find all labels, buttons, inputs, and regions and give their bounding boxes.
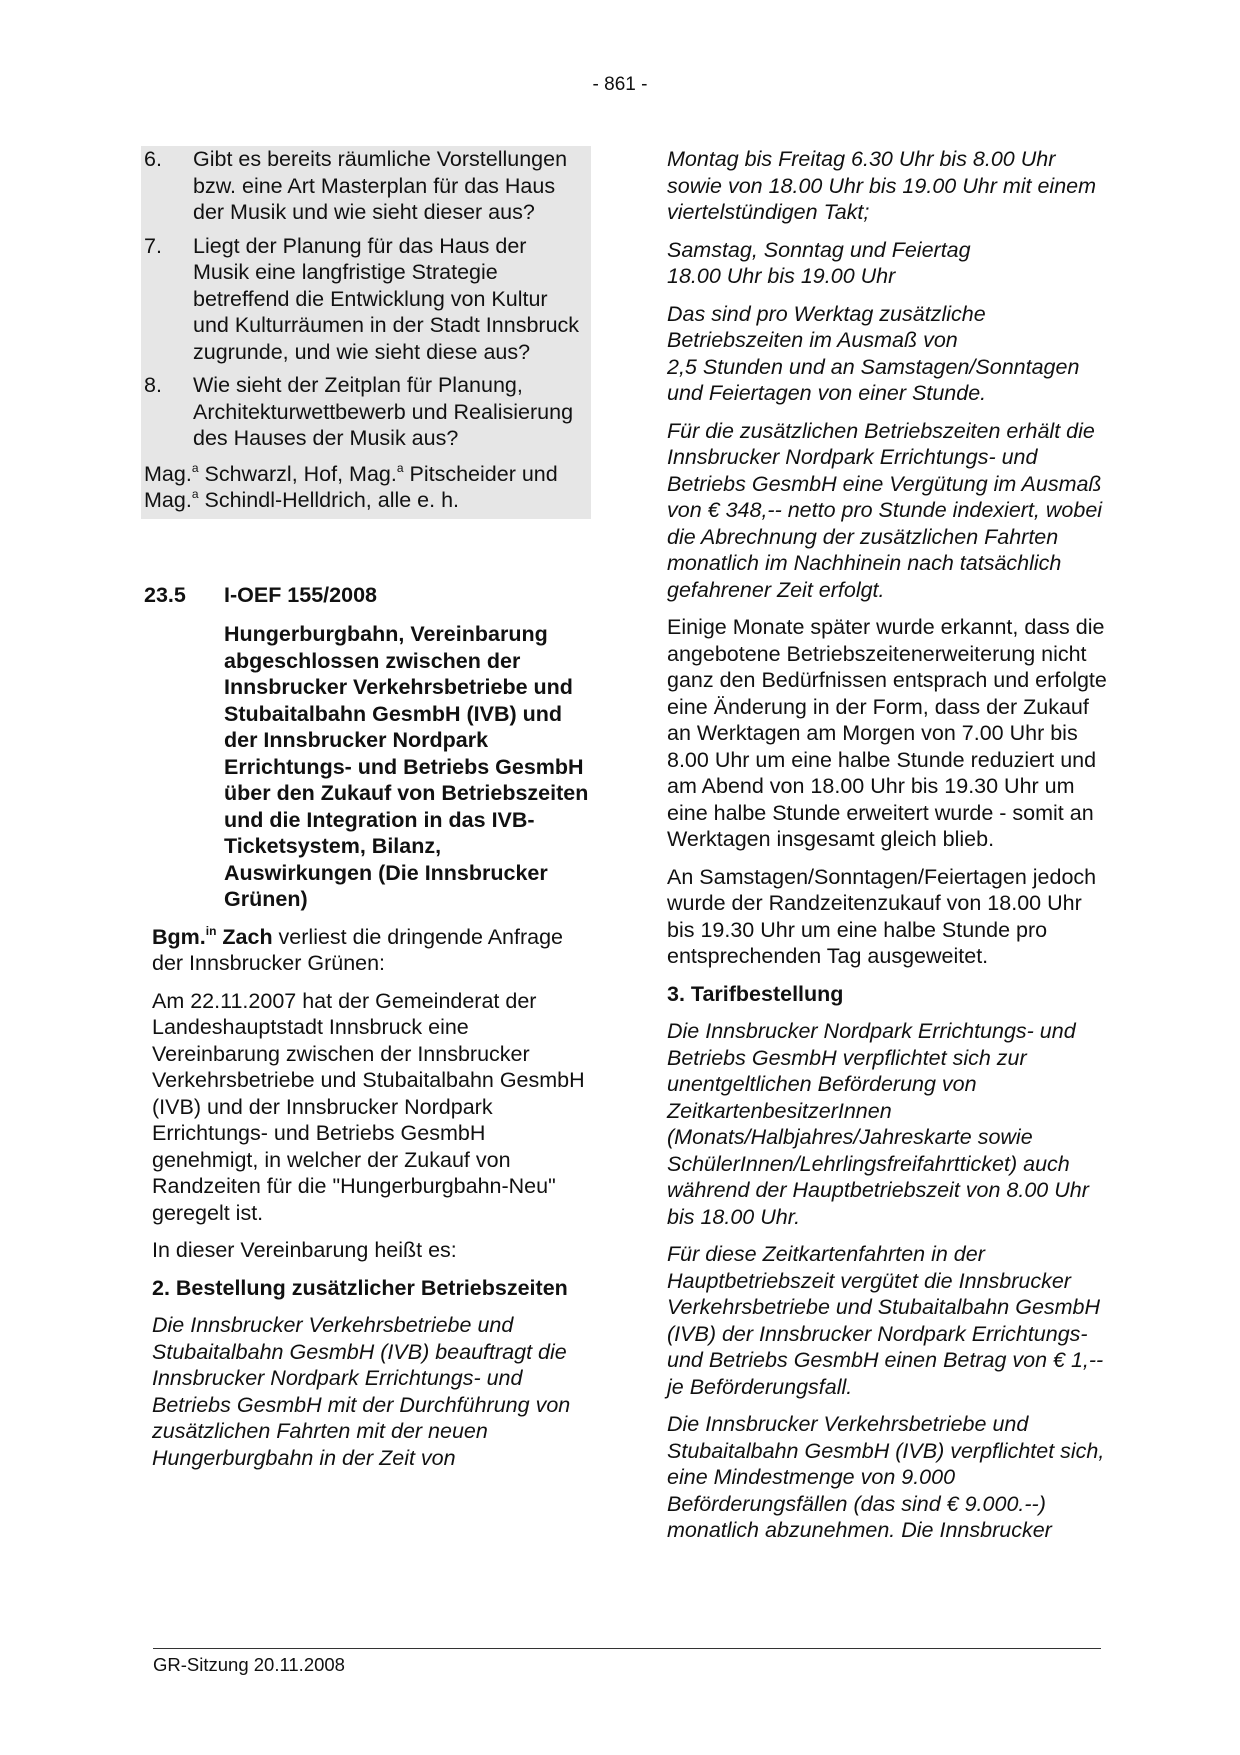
footer-divider [153,1648,1101,1649]
left-body [152,924,592,1472]
question-number: 6. [144,147,162,171]
left-column [144,146,592,1482]
body-paragraph: Einige Monate später wurde erkannt, dass die angebotene Betriebszeitenerweiterung nicht ganz den Bedürfnissen entsprach und erfolgte eine Änderung in der Form, dass der Zukauf an Werktagen am Morgen von 7.00 Uhr bis 8.00 Uhr um eine halbe Stunde reduziert und am Abend von 18.00 Uhr bis 19.30 Uhr um eine halbe Stunde erweitert wurde - somit an Werktagen insgesamt gleich blieb. [667,615,1107,851]
quoted-paragraph: Die Innsbrucker Nordpark Errichtungs- und Betriebs GesmbH verpflichtet sich zur unentgeltlichen Beförderung von ZeitkartenbesitzerInnen (Monats/Halbjahres/Jahreskarte sowie SchülerInnen/Lehrlingsfreifahrtticket) auch während der Hauptbetriebszeit von 8.00 Uhr bis 18.00 Uhr. [667,1019,1089,1229]
agenda-code: I-OEF 155/2008 [224,582,377,607]
question-text: Wie sieht der Zeitplan für Planung, Architekturwettbewerb und Realisierung des Hauses der Musik aus? [193,373,574,450]
quoted-paragraph: Die Innsbrucker Verkehrsbetriebe und Stubaitalbahn GesmbH (IVB) beauftragt die Innsbrucker Nordpark Errichtungs- und Betriebs GesmbH mit der Durchführung von zusätzlichen Fahrten mit der neuen Hungerburgbahn in der Zeit von [152,1313,571,1470]
signers: Mag.$^a$ Schwarzl, Hof, Mag.$^a$ Pitscheider und Mag.$^a$ Schindl-Helldrich, alle e. h. [144,460,558,512]
question-text: Liegt der Planung für das Haus der Musik eine langfristige Strategie betreffend die Entwicklung von Kultur und Kulturräumen in der Stadt Innsbruck zugrunde, und wie sieht diese aus? [193,233,580,364]
question-number: 7. [144,233,162,258]
right-column [667,146,1113,1555]
question-number: 8. [144,373,162,397]
quoted-paragraph: Die Innsbrucker Verkehrsbetriebe und Stubaitalbahn GesmbH (IVB) verpflichtet sich, eine Mindestmenge von 9.000 Beförderungsfällen (das sind € 9.000.--) monatlich abzunehmen. Die Innsbrucker [667,1412,1105,1542]
questions-box [141,146,591,519]
quoted-paragraph: Samstag, Sonntag und Feiertag 18.00 Uhr bis 19.00 Uhr [667,237,971,288]
body-paragraph: Am 22.11.2007 hat der Gemeinderat der Landeshauptstadt Innsbruck eine Vereinbarung zwischen der Innsbrucker Verkehrsbetriebe und Stubaitalbahn GesmbH (IVB) und der Innsbrucker Nordpark Errichtungs- und Betriebs GesmbH genehmigt, in welcher der Zukauf von Randzeiten für die "Hungerburgbahn-Neu" geregelt ist. [152,988,585,1225]
section-heading: 2. Bestellung zusätzlicher Betriebszeiten [152,1275,568,1300]
page-number: - 861 - [592,74,648,95]
body-paragraph: An Samstagen/Sonntagen/Feiertagen jedoch wurde der Randzeitenzukauf von 18.00 Uhr bis 19.30 Uhr um eine halbe Stunde pro entsprechenden Tag ausgeweitet. [667,864,1097,968]
body-paragraph: In dieser Vereinbarung heißt es: [152,1238,457,1262]
question-item [144,233,585,366]
quoted-paragraph: Für die zusätzlichen Betriebszeiten erhält die Innsbrucker Nordpark Errichtungs- und Betriebs GesmbH eine Vergütung im Ausmaß von € 348,-- netto pro Stunde indexiert, wobei die Abrechnung der zusätzlichen Fahrten monatlich im Nachhinein nach tatsächlich gefahrener Zeit erfolgt. [667,418,1103,602]
question-text: Gibt es bereits räumliche Vorstellungen bzw. eine Art Masterplan für das Haus der Musik und wie sieht dieser aus? [193,147,568,224]
question-item [144,372,585,452]
agenda-item-header [144,582,592,609]
speaker-paragraph: Bgm.$^{in}$ Zach verliest die dringende Anfrage der Innsbrucker Grünen: [152,923,564,975]
agenda-title: Hungerburgbahn, Vereinbarung abgeschlossen zwischen der Innsbrucker Verkehrsbetriebe und Stubaitalbahn GesmbH (IVB) und der Innsbrucker Nordpark Errichtungs- und Betriebs GesmbH über den Zukauf von Betriebszeiten und die Integration in das IVB-Ticketsystem, Bilanz, Auswirkungen (Die Innsbrucker Grünen) [224,622,589,911]
quoted-paragraph: Montag bis Freitag 6.30 Uhr bis 8.00 Uhr sowie von 18.00 Uhr bis 19.00 Uhr mit einem viertelstündigen Takt; [667,147,1097,224]
footer-text: GR-Sitzung 20.11.2008 [153,1654,345,1675]
agenda-number: 23.5 [144,582,186,607]
section-heading: 3. Tarifbestellung [667,981,844,1006]
quoted-paragraph: Das sind pro Werktag zusätzliche Betriebszeiten im Ausmaß von 2,5 Stunden und an Samstagen/Sonntagen und Feiertagen von einer Stunde. [667,301,1080,405]
quoted-paragraph: Für diese Zeitkartenfahrten in der Hauptbetriebszeit vergütet die Innsbrucker Verkehrsbetriebe und Stubaitalbahn GesmbH (IVB) der Innsbrucker Nordpark Errichtungs- und Betriebs GesmbH einen Betrag von € 1,-- je Beförderungsfall. [667,1242,1104,1399]
question-item [144,146,585,226]
